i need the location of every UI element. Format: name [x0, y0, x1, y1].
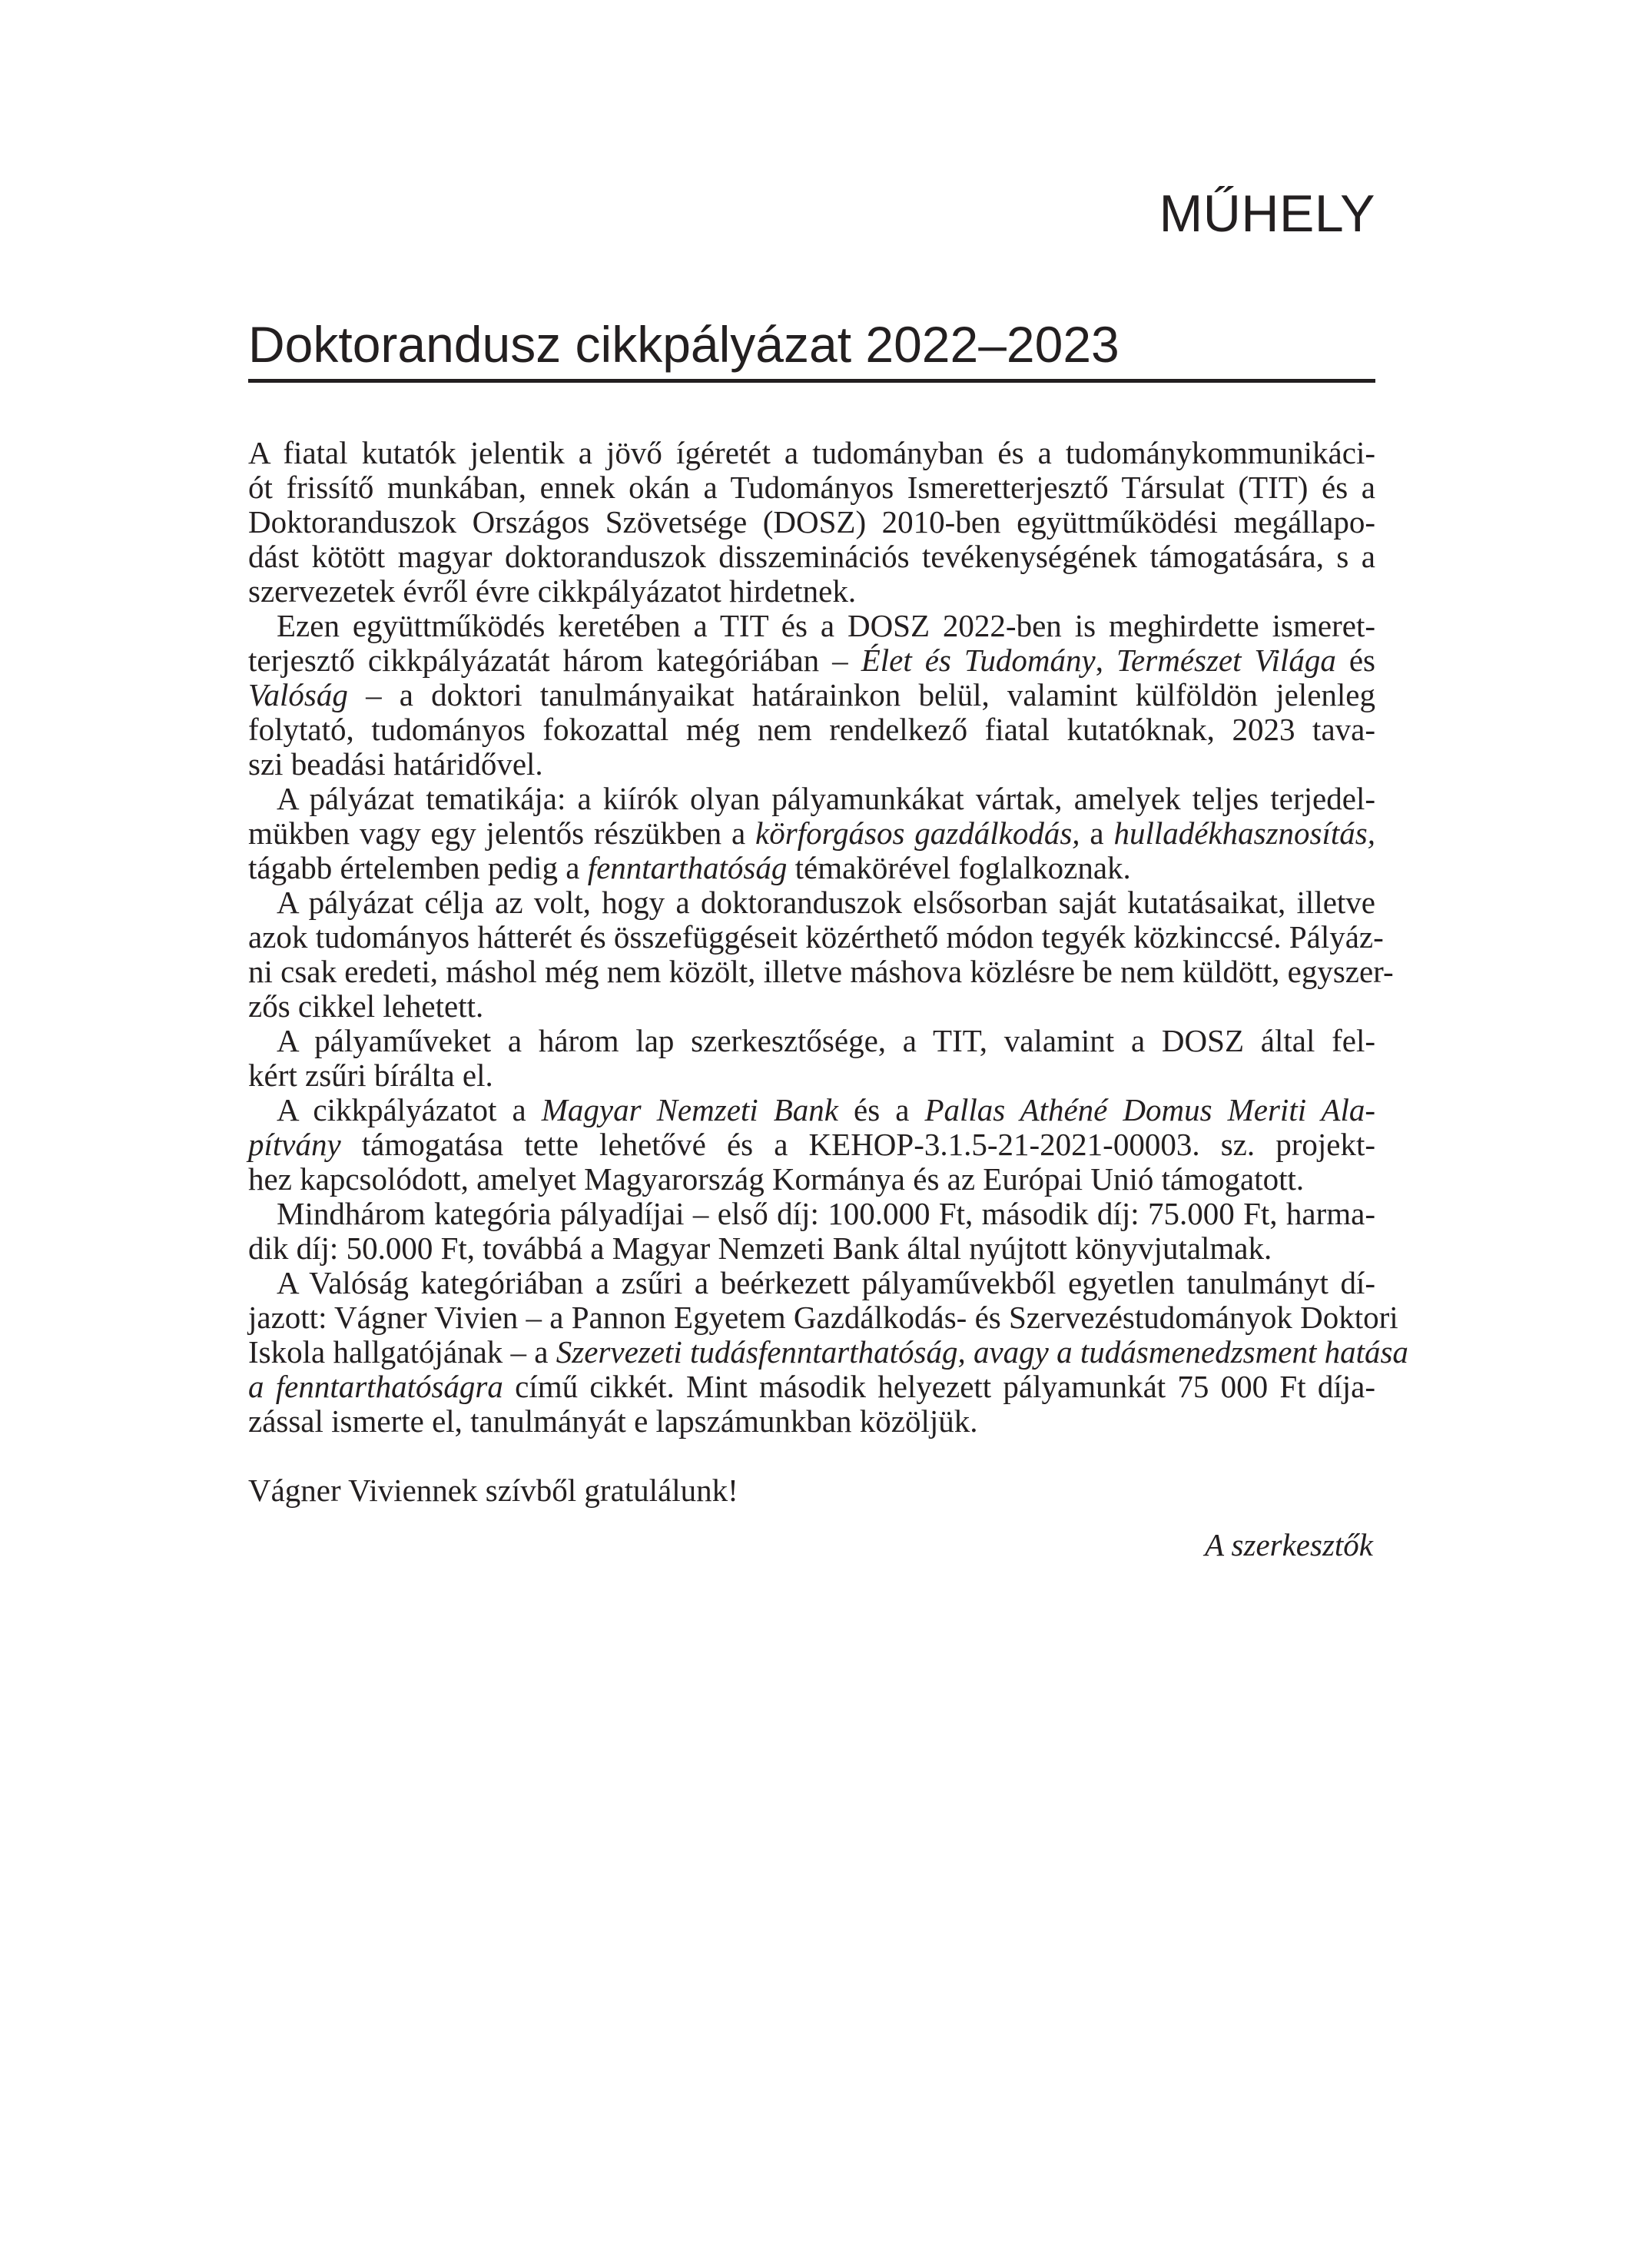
- italic-text: Valóság: [248, 677, 348, 712]
- italic-text: pítvány: [248, 1127, 341, 1162]
- text-segment: és a: [838, 1092, 925, 1127]
- paragraph: [248, 1197, 1375, 1266]
- text-line: [248, 919, 1384, 955]
- article-body: [248, 435, 1408, 1508]
- text-segment: tágabb értelemben pedig a: [248, 850, 588, 885]
- paragraph-gap: [248, 1439, 1375, 1473]
- title-underline-rule: [248, 379, 1375, 383]
- text-segment: ót frissítő munkában, ennek okán a Tudományos Ismeretterjesztő Társulat (TIT) és a: [248, 470, 1375, 505]
- text-segment: Iskola hallgatójának – a: [248, 1334, 556, 1370]
- text-segment: zős cikkel lehetett.: [248, 988, 484, 1024]
- text-segment: ,: [1095, 643, 1117, 678]
- article-title: Doktorandusz cikkpályázat 2022–2023: [248, 316, 1120, 373]
- text-segment: A fiatal kutatók jelentik a jövő ígéretét a tudományban és a tudománykommunikáci-: [248, 435, 1375, 470]
- text-line: [248, 1024, 1375, 1058]
- text-line: [248, 574, 1375, 609]
- text-line: [248, 1266, 1375, 1300]
- text-line: [248, 1197, 1375, 1231]
- italic-text: hulladékhasznosítás,: [1113, 815, 1375, 851]
- text-segment: terjesztő cikkpályázatát három kategóriában –: [248, 643, 861, 678]
- text-segment: Mindhárom kategória pályadíjai – első díj: 100.000 Ft, második díj: 75.000 Ft, harma-: [277, 1196, 1375, 1231]
- text-line: [248, 954, 1394, 989]
- text-line: [248, 782, 1375, 816]
- paragraph: [248, 609, 1375, 782]
- text-segment: A pályaműveket a három lap szerkesztősége, a TIT, valamint a DOSZ által fel-: [277, 1023, 1375, 1058]
- text-segment: a: [1080, 815, 1114, 851]
- signature: A szerkesztők: [1204, 1527, 1373, 1562]
- text-segment: A pályázat tematikája: a kiírók olyan pályamunkákat vártak, amelyek teljes terjedel-: [277, 781, 1375, 816]
- text-line: [248, 1300, 1398, 1335]
- paragraph-list: [248, 435, 1408, 1439]
- italic-text: Természet Világa: [1116, 643, 1336, 678]
- text-segment: folytató, tudományos fokozattal még nem rendelkező fiatal kutatóknak, 2023 tava-: [248, 712, 1375, 747]
- paragraph: [248, 885, 1394, 1024]
- text-segment: – a doktori tanulmányaikat határainkon belül, valamint külföldön jelenleg: [347, 677, 1375, 712]
- text-line: [248, 540, 1375, 574]
- text-line: [248, 678, 1375, 712]
- paragraph: [248, 1265, 1408, 1439]
- text-segment: Doktoranduszok Országos Szövetsége (DOSZ) 2010-ben együttműködési megállapo-: [248, 504, 1375, 540]
- italic-text: a fenntarthatóságra: [248, 1369, 503, 1404]
- italic-text: Pallas Athéné Domus Meriti Ala-: [924, 1092, 1375, 1127]
- text-segment: mükben vagy egy jelentős részükben a: [248, 815, 756, 851]
- text-line: [248, 1404, 1375, 1439]
- text-line: [248, 1231, 1375, 1266]
- text-line: [248, 747, 1375, 782]
- text-line: [248, 1162, 1375, 1197]
- text-line: [248, 712, 1375, 747]
- section-label: MŰHELY: [1159, 184, 1375, 243]
- text-segment: azok tudományos hátterét és összefüggéseit közérthető módon tegyék közkinccsé. Pályáz-: [248, 919, 1384, 955]
- text-line: [248, 1334, 1408, 1370]
- text-segment: dik díj: 50.000 Ft, továbbá a Magyar Nemzeti Bank által nyújtott könyvjutalmak.: [248, 1230, 1272, 1266]
- text-segment: zással ismerte el, tanulmányát e lapszámunkban közöljük.: [248, 1403, 978, 1439]
- text-segment: Ezen együttműködés keretében a TIT és a DOSZ 2022-ben is meghirdette ismeret-: [277, 608, 1375, 643]
- text-segment: szi beadási határidővel.: [248, 746, 543, 782]
- italic-text: Élet és Tudomány: [861, 643, 1096, 678]
- text-line: [248, 885, 1375, 920]
- text-line: [248, 470, 1375, 505]
- paragraph: [248, 1024, 1375, 1093]
- paragraph: [248, 782, 1375, 885]
- text-segment: kért zsűri bírálta el.: [248, 1058, 493, 1093]
- text-line: [248, 989, 1375, 1024]
- text-segment: ni csak eredeti, máshol még nem közölt, illetve máshova közlésre be nem küldött, egyszer-: [248, 954, 1394, 989]
- text-segment: témakörével foglalkoznak.: [787, 850, 1131, 885]
- closing-line: Vágner Viviennek szívből gratulálunk!: [248, 1473, 738, 1508]
- text-segment: jazott: Vágner Vivien – a Pannon Egyetem Gazdálkodás- és Szervezéstudományok Doktori: [248, 1300, 1398, 1335]
- italic-text: Szervezeti tudásfenntarthatóság, avagy a tudásmenedzsment hatása: [556, 1334, 1408, 1370]
- text-line: [248, 609, 1375, 643]
- text-line: [248, 436, 1375, 470]
- text-segment: A pályázat célja az volt, hogy a doktoranduszok elsősorban saját kutatásaikat, illetve: [277, 885, 1375, 920]
- text-segment: A Valóság kategóriában a zsűri a beérkezett pályaművekből egyetlen tanulmányt dí-: [277, 1265, 1375, 1300]
- text-line: [248, 643, 1375, 678]
- text-line: [248, 1093, 1375, 1127]
- text-line: [248, 851, 1375, 885]
- italic-text: Magyar Nemzeti Bank: [541, 1092, 838, 1127]
- text-segment: A cikkpályázatot a: [277, 1092, 542, 1127]
- text-segment: dást kötött magyar doktoranduszok disszeminációs tevékenységének támogatására, s a: [248, 539, 1375, 574]
- text-line: [248, 505, 1375, 540]
- text-segment: és: [1335, 643, 1375, 678]
- text-segment: hez kapcsolódott, amelyet Magyarország Kormánya és az Európai Unió támogatott.: [248, 1161, 1305, 1197]
- text-line: [248, 1058, 1375, 1093]
- paragraph: [248, 1093, 1375, 1197]
- text-line: [248, 1370, 1375, 1404]
- italic-text: fenntarthatóság: [587, 850, 788, 885]
- text-line: [248, 1127, 1375, 1162]
- text-segment: támogatása tette lehetővé és a KEHOP-3.1.5-21-2021-00003. sz. projekt-: [340, 1127, 1375, 1162]
- italic-text: körforgásos gazdálkodás,: [755, 815, 1080, 851]
- text-segment: című cikkét. Mint második helyezett pályamunkát 75 000 Ft díja-: [503, 1369, 1376, 1404]
- text-line: [248, 816, 1375, 851]
- paragraph: [248, 436, 1375, 609]
- text-segment: szervezetek évről évre cikkpályázatot hirdetnek.: [248, 573, 857, 609]
